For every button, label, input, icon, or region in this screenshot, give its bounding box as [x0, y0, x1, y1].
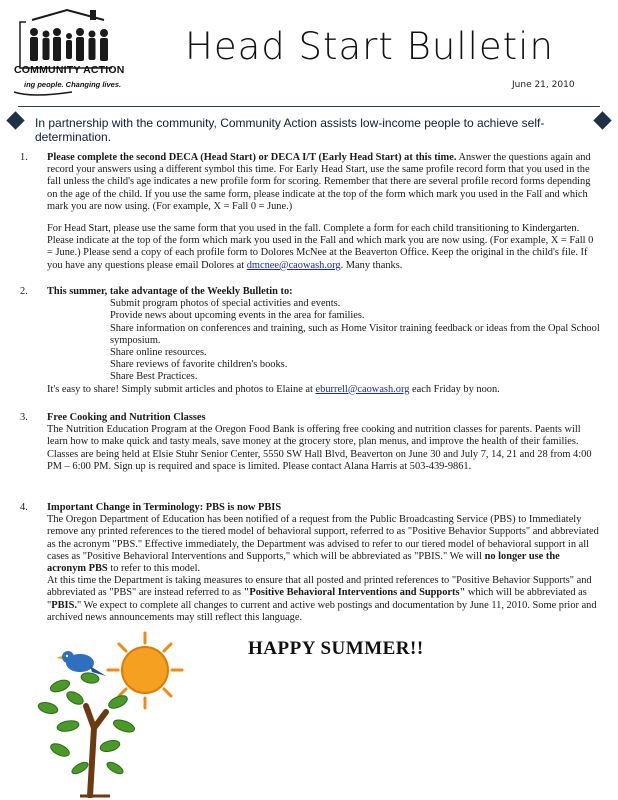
- section-pbis: [20, 502, 600, 624]
- section-paragraph: The Nutrition Education Program at the Oregon Food Bank is offering free cooking and nutrition classes for parents. Paents will learn how to make quick and tasty meals, save money at the grocery store, plan menus, and improve the health of their families.: [47, 424, 581, 448]
- page-title: Head Start Bulletin: [185, 25, 554, 68]
- section-deca: [20, 152, 600, 272]
- section-heading: Important Change in Terminology: PBS is now PBIS: [47, 502, 282, 513]
- section-heading: Free Cooking and Nutrition Classes: [47, 412, 206, 423]
- email-link-dolores[interactable]: dmcnee@caowash.org: [246, 259, 341, 271]
- list-item: Share online resources.: [110, 347, 207, 359]
- section-number: 1.: [20, 152, 28, 163]
- bulletin-ideas-list: [110, 298, 600, 383]
- list-item: Share information on conferences and training, such as Home Visitor training feedback or ideas from the Opal School symposium.: [110, 322, 600, 346]
- list-item: Share Best Practices.: [110, 371, 198, 383]
- list-item: Submit program photos of special activities and events.: [110, 298, 341, 310]
- section-paragraph: It's easy to share! Simply submit articles and photos to Elaine at eburrell@caowash.org each Friday by noon.: [47, 383, 500, 395]
- section-cooking-classes: [20, 412, 600, 473]
- left-diamond-icon: [6, 111, 24, 129]
- section-number: 2.: [20, 286, 28, 297]
- section-heading: Please complete the second DECA (Head Start) or DECA I/T (Early Head Start) at this time.: [47, 152, 457, 163]
- partnership-banner: In partnership with the community, Community Action assists low-income people to achieve self-determination.: [35, 116, 545, 144]
- list-item: Share reviews of favorite children's books.: [110, 359, 288, 371]
- section-number: 4.: [20, 502, 28, 513]
- right-diamond-icon: [593, 111, 611, 129]
- section-weekly-bulletin: [20, 286, 600, 396]
- section-paragraph: Classes are being held at Elsie Stuhr Senior Center, 5550 SW Hall Blvd, Beaverton on June 30 and July 7, 14, 21 and 28 from 4:00 PM – 6:00 PM. Sign up is required and space is limited. Please contact Alana Harris at 503-439-9861.: [47, 448, 592, 472]
- bulletin-date: June 21, 2010: [512, 80, 575, 90]
- logo-tagline: ing people. Changing lives.: [24, 80, 122, 89]
- closing-greeting: HAPPY SUMMER!!: [248, 638, 424, 659]
- section-paragraph: Please complete the second DECA (Head Start) or DECA I/T (Early Head Start) at this time. Answer the questions again and record your answers using a different symbol this time. For Early Head Start, use the same profile record form that you used in the fall unless the child's age indicates a new profile form for scoring. Remember that there are several profile record forms depending on the age of the child. If you use the same form, please indicate at the top of the form which mark you used in the Fall and which mark you are now using. (For example, X = Fall 0 = June.): [47, 152, 591, 212]
- section-paragraph: The Oregon Department of Education has been notified of a request from the Public Broadcasting Service (PBS) to Immediately remove any printed references to the tiered model of behavioral support, referred to as "Positive Behavior Supports" and abbreviated as the acronym "PBS." Effective immediately, the Department was advised to refer to our tiered model of behavioral support in all cases as "Positive Behavioral Interventions and Supports," which will be abbreviated as "PBIS." We will no longer use the acronym PBS to refer to this model.: [47, 514, 599, 575]
- list-item: Provide news about upcoming events in the area for families.: [110, 310, 365, 322]
- sun-tree-bird-clipart-icon: [20, 628, 235, 798]
- section-heading: This summer, take advantage of the Weekly Bulletin to:: [47, 286, 293, 297]
- section-paragraph: For Head Start, please use the same form that you used in the fall. Complete a form for each child transitioning to Kindergarten. Please indicate at the top of the form which mark you used in the Fall and which mark you are now using. (For example, X = Fall 0 = June.) Please send a copy of each profile form to Dolores McNee at the Beaverton Office. Keep the original in the child's file. If you have any questions please email Dolores at dmcnee@caowash.org. Many thanks.: [47, 223, 594, 271]
- email-link-elaine[interactable]: eburrell@caowash.org: [315, 383, 410, 395]
- logo-org-name: COMMUNITY ACTION: [14, 64, 125, 76]
- section-paragraph: At this time the Department is taking measures to ensure that all posted and printed references to "Positive Behavior Supports" and abbreviated as "PBS" are instead referred to as "Positive Behavioral Interventions and Supports" which will be abbreviated as "PBIS." We expect to complete all changes to current and active web postings and documentation by June 11, 2010. Some prior and archived news announcements may still reflect this language.: [47, 575, 597, 623]
- section-number: 3.: [20, 412, 28, 423]
- header-rule: [18, 106, 600, 107]
